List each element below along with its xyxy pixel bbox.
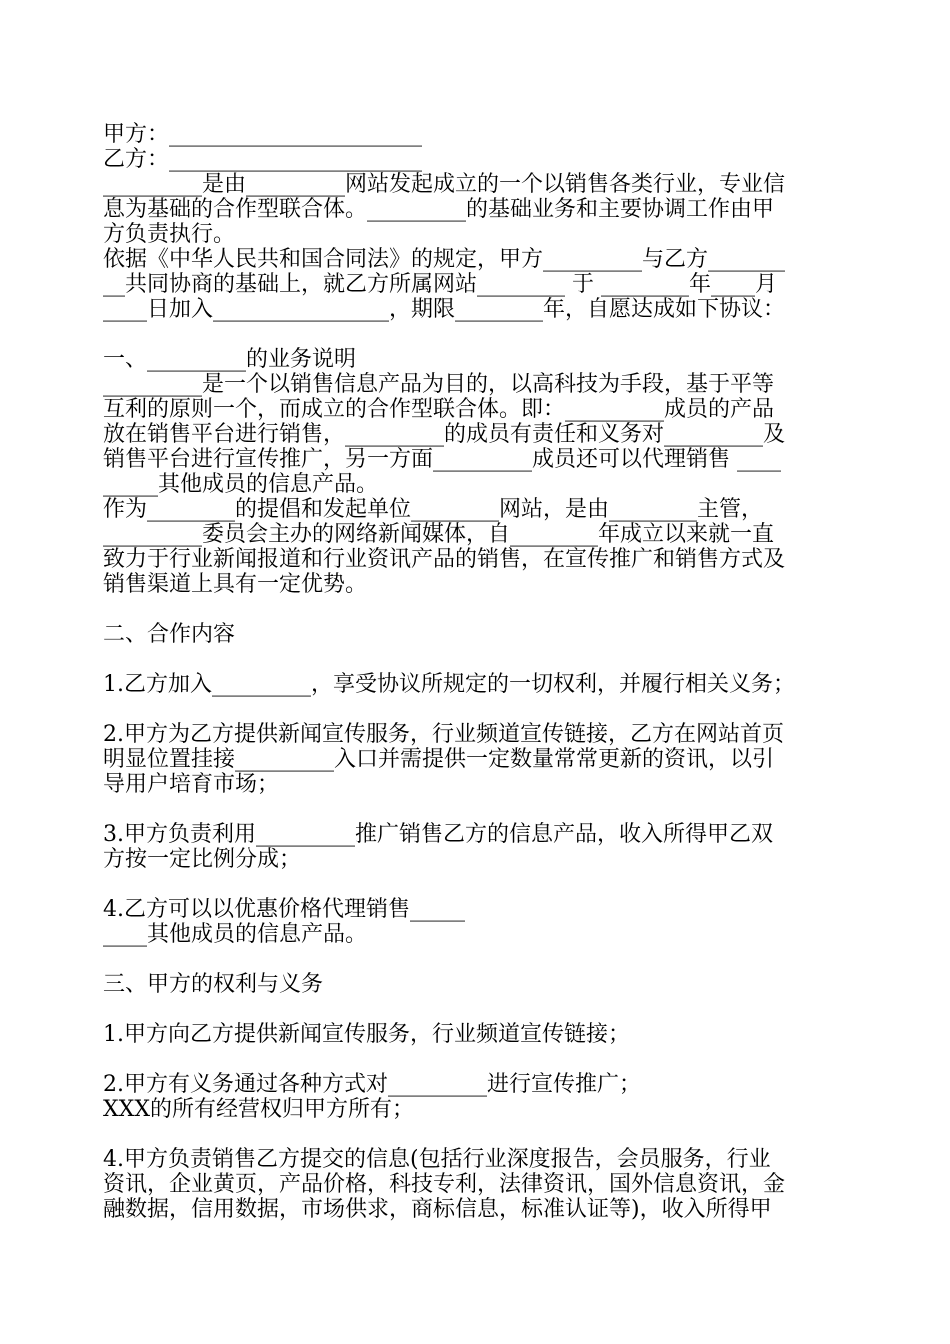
blank-line (103, 647, 855, 672)
blank-line (103, 1047, 855, 1072)
text-line: 3.甲方负责利用_________推广销售乙方的信息产品，收入所得甲乙双 (103, 822, 773, 847)
blank-line (103, 697, 855, 722)
blank-line (103, 1122, 855, 1147)
text-line: 方按一定比例分成； (103, 847, 302, 872)
text-line: XXX的所有经营权归甲方所有； (103, 1097, 414, 1122)
text-line: 互利的原则一个，而成立的合作型联合体。即：_________成员的产品 (103, 397, 775, 422)
text-line: 4.乙方可以以优惠价格代理销售_____ (103, 897, 465, 922)
blank-line (103, 947, 855, 972)
text-line: 乙方：_______________________ (103, 147, 423, 172)
blank-line (103, 322, 855, 347)
text-line: 融数据，信用数据，市场供求，商标信息，标准认证等)，收入所得甲 (103, 1197, 772, 1222)
text-line: 2.甲方有义务通过各种方式对_________进行宣传推广； (103, 1072, 641, 1097)
text-line: 资讯，企业黄页，产品价格，科技专利，法律资讯，国外信息资讯，金 (103, 1172, 786, 1197)
text-line: 4.甲方负责销售乙方提交的信息(包括行业深度报告，会员服务，行业 (103, 1147, 771, 1172)
text-line: 1.甲方向乙方提供新闻宣传服务，行业频道宣传链接； (103, 1022, 630, 1047)
text-line: 致力于行业新闻报道和行业资讯产品的销售，在宣传推广和销售方式及 (103, 547, 786, 572)
text-line: 甲方：_______________________ (103, 122, 423, 147)
text-line: 1.乙方加入_________，享受协议所规定的一切权利，并履行相关义务； (103, 672, 795, 697)
text-line: 销售渠道上具有一定优势。 (103, 572, 368, 597)
text-line: 一、_________的业务说明 (103, 347, 357, 372)
text-line: 息为基础的合作型联合体。_________的基础业务和主要协调工作由甲 (103, 197, 775, 222)
text-line: __共同协商的基础上，就乙方所属网站________ 于 ________年____月 (103, 272, 777, 297)
text-line: ____其他成员的信息产品。 (103, 922, 368, 947)
text-line: _________委员会主办的网络新闻媒体，自________年成立以来就一直 (103, 522, 775, 547)
text-line: 依据《中华人民共和国合同法》的规定，甲方_________与乙方_______ (103, 247, 786, 272)
text-line: 2.甲方为乙方提供新闻宣传服务，行业频道宣传链接，乙方在网站首页 (103, 722, 784, 747)
blank-line (103, 997, 855, 1022)
text-line: _________是一个以销售信息产品为目的，以高科技为手段，基于平等 (103, 372, 775, 397)
text-line: _____其他成员的信息产品。 (103, 472, 379, 497)
text-line: 放在销售平台进行销售，_________的成员有责任和义务对_________及 (103, 422, 786, 447)
text-line: 作为________的提倡和发起单位________网站，是由________主管， (103, 497, 764, 522)
blank-line (103, 797, 855, 822)
text-line: ____日加入________________，期限________年，自愿达成如下协议： (103, 297, 786, 322)
contract-document (103, 122, 855, 1222)
blank-line (103, 872, 855, 897)
text-line: 三、甲方的权利与义务 (103, 972, 324, 997)
text-line: _________是由_________网站发起成立的一个以销售各类行业，专业信 (103, 172, 786, 197)
blank-line (103, 597, 855, 622)
text-line: 导用户培育市场； (103, 772, 280, 797)
text-line: 二、合作内容 (103, 622, 236, 647)
text-line: 方负责执行。 (103, 222, 236, 247)
text-line: 销售平台进行宣传推广，另一方面_________成员还可以代理销售 ____ (103, 447, 781, 472)
text-line: 明显位置挂接_________入口并需提供一定数量常常更新的资讯，以引 (103, 747, 775, 772)
